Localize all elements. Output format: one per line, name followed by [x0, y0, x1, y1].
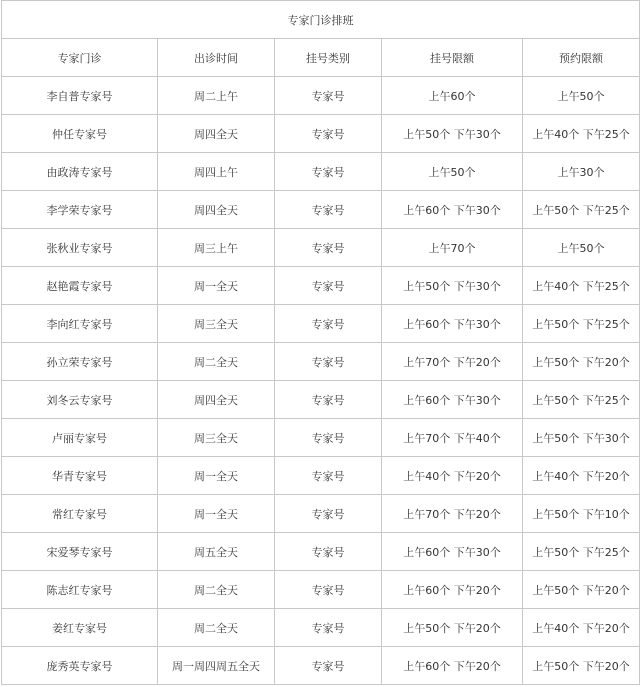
cell-appointment-limit: 上午40个 下午20个 — [523, 609, 640, 647]
cell-registration-limit: 上午50个 下午30个 — [382, 267, 523, 305]
cell-appointment-limit: 上午50个 下午20个 — [523, 571, 640, 609]
cell-schedule: 周三全天 — [158, 305, 275, 343]
cell-schedule: 周四全天 — [158, 115, 275, 153]
cell-registration-type: 专家号 — [275, 571, 382, 609]
cell-registration-type: 专家号 — [275, 191, 382, 229]
cell-registration-type: 专家号 — [275, 305, 382, 343]
table-row — [2, 229, 640, 267]
cell-appointment-limit: 上午50个 下午25个 — [523, 191, 640, 229]
cell-schedule: 周二全天 — [158, 343, 275, 381]
cell-appointment-limit: 上午30个 — [523, 153, 640, 191]
cell-schedule: 周二上午 — [158, 77, 275, 115]
cell-expert: 由政涛专家号 — [2, 153, 158, 191]
cell-appointment-limit: 上午50个 下午25个 — [523, 381, 640, 419]
cell-registration-limit: 上午40个 下午20个 — [382, 457, 523, 495]
cell-registration-type: 专家号 — [275, 77, 382, 115]
cell-registration-type: 专家号 — [275, 267, 382, 305]
cell-expert: 卢丽专家号 — [2, 419, 158, 457]
cell-registration-limit: 上午60个 下午30个 — [382, 305, 523, 343]
cell-expert: 张秋业专家号 — [2, 229, 158, 267]
cell-expert: 刘冬云专家号 — [2, 381, 158, 419]
table-row — [2, 609, 640, 647]
cell-registration-limit: 上午70个 — [382, 229, 523, 267]
cell-registration-limit: 上午70个 下午40个 — [382, 419, 523, 457]
cell-expert: 仲任专家号 — [2, 115, 158, 153]
cell-expert: 宋爱琴专家号 — [2, 533, 158, 571]
cell-registration-type: 专家号 — [275, 381, 382, 419]
cell-appointment-limit: 上午50个 — [523, 229, 640, 267]
cell-schedule: 周一周四周五全天 — [158, 647, 275, 685]
cell-appointment-limit: 上午40个 下午20个 — [523, 457, 640, 495]
cell-registration-type: 专家号 — [275, 153, 382, 191]
cell-expert: 姜红专家号 — [2, 609, 158, 647]
cell-registration-type: 专家号 — [275, 495, 382, 533]
cell-schedule: 周五全天 — [158, 533, 275, 571]
table-title-row — [2, 1, 640, 39]
table-row — [2, 381, 640, 419]
table-row — [2, 267, 640, 305]
cell-registration-type: 专家号 — [275, 457, 382, 495]
cell-schedule: 周三上午 — [158, 229, 275, 267]
cell-schedule: 周四上午 — [158, 153, 275, 191]
table-row — [2, 495, 640, 533]
table-title: 专家门诊排班 — [2, 1, 640, 39]
cell-registration-limit: 上午70个 下午20个 — [382, 495, 523, 533]
cell-appointment-limit: 上午40个 下午25个 — [523, 115, 640, 153]
column-header-registration-type: 挂号类别 — [275, 39, 382, 77]
cell-expert: 常红专家号 — [2, 495, 158, 533]
cell-registration-limit: 上午60个 — [382, 77, 523, 115]
cell-expert: 孙立荣专家号 — [2, 343, 158, 381]
cell-registration-limit: 上午50个 — [382, 153, 523, 191]
cell-appointment-limit: 上午50个 下午10个 — [523, 495, 640, 533]
cell-expert: 华青专家号 — [2, 457, 158, 495]
cell-registration-limit: 上午70个 下午20个 — [382, 343, 523, 381]
table-row — [2, 647, 640, 685]
cell-appointment-limit: 上午50个 下午25个 — [523, 533, 640, 571]
cell-registration-limit: 上午60个 下午30个 — [382, 191, 523, 229]
cell-registration-limit: 上午60个 下午30个 — [382, 533, 523, 571]
column-header-schedule: 出诊时间 — [158, 39, 275, 77]
table-row — [2, 457, 640, 495]
column-header-registration-limit: 挂号限额 — [382, 39, 523, 77]
cell-expert: 庞秀英专家号 — [2, 647, 158, 685]
cell-registration-limit: 上午60个 下午30个 — [382, 381, 523, 419]
cell-registration-type: 专家号 — [275, 229, 382, 267]
cell-schedule: 周三全天 — [158, 419, 275, 457]
table-row — [2, 153, 640, 191]
table-row — [2, 571, 640, 609]
table-row — [2, 533, 640, 571]
cell-appointment-limit: 上午50个 下午20个 — [523, 647, 640, 685]
cell-registration-type: 专家号 — [275, 609, 382, 647]
table-row — [2, 191, 640, 229]
column-header-expert: 专家门诊 — [2, 39, 158, 77]
cell-expert: 陈志红专家号 — [2, 571, 158, 609]
cell-appointment-limit: 上午50个 下午25个 — [523, 305, 640, 343]
cell-registration-limit: 上午50个 下午20个 — [382, 609, 523, 647]
cell-schedule: 周二全天 — [158, 571, 275, 609]
table-header-row — [2, 39, 640, 77]
cell-schedule: 周四全天 — [158, 381, 275, 419]
cell-expert: 赵艳霞专家号 — [2, 267, 158, 305]
schedule-table — [1, 0, 640, 685]
cell-appointment-limit: 上午50个 下午20个 — [523, 343, 640, 381]
cell-expert: 李学荣专家号 — [2, 191, 158, 229]
cell-registration-type: 专家号 — [275, 343, 382, 381]
cell-appointment-limit: 上午50个 — [523, 77, 640, 115]
cell-schedule: 周四全天 — [158, 191, 275, 229]
cell-schedule: 周一全天 — [158, 267, 275, 305]
table-row — [2, 115, 640, 153]
table-row — [2, 305, 640, 343]
cell-expert: 李自普专家号 — [2, 77, 158, 115]
cell-registration-limit: 上午60个 下午20个 — [382, 647, 523, 685]
cell-appointment-limit: 上午40个 下午25个 — [523, 267, 640, 305]
cell-registration-limit: 上午60个 下午20个 — [382, 571, 523, 609]
cell-schedule: 周一全天 — [158, 457, 275, 495]
table-row — [2, 77, 640, 115]
cell-registration-type: 专家号 — [275, 647, 382, 685]
cell-registration-type: 专家号 — [275, 533, 382, 571]
table-row — [2, 419, 640, 457]
cell-registration-limit: 上午50个 下午30个 — [382, 115, 523, 153]
table-row — [2, 343, 640, 381]
cell-appointment-limit: 上午50个 下午30个 — [523, 419, 640, 457]
cell-schedule: 周一全天 — [158, 495, 275, 533]
cell-registration-type: 专家号 — [275, 419, 382, 457]
cell-expert: 李向红专家号 — [2, 305, 158, 343]
cell-registration-type: 专家号 — [275, 115, 382, 153]
cell-schedule: 周二全天 — [158, 609, 275, 647]
column-header-appointment-limit: 预约限额 — [523, 39, 640, 77]
